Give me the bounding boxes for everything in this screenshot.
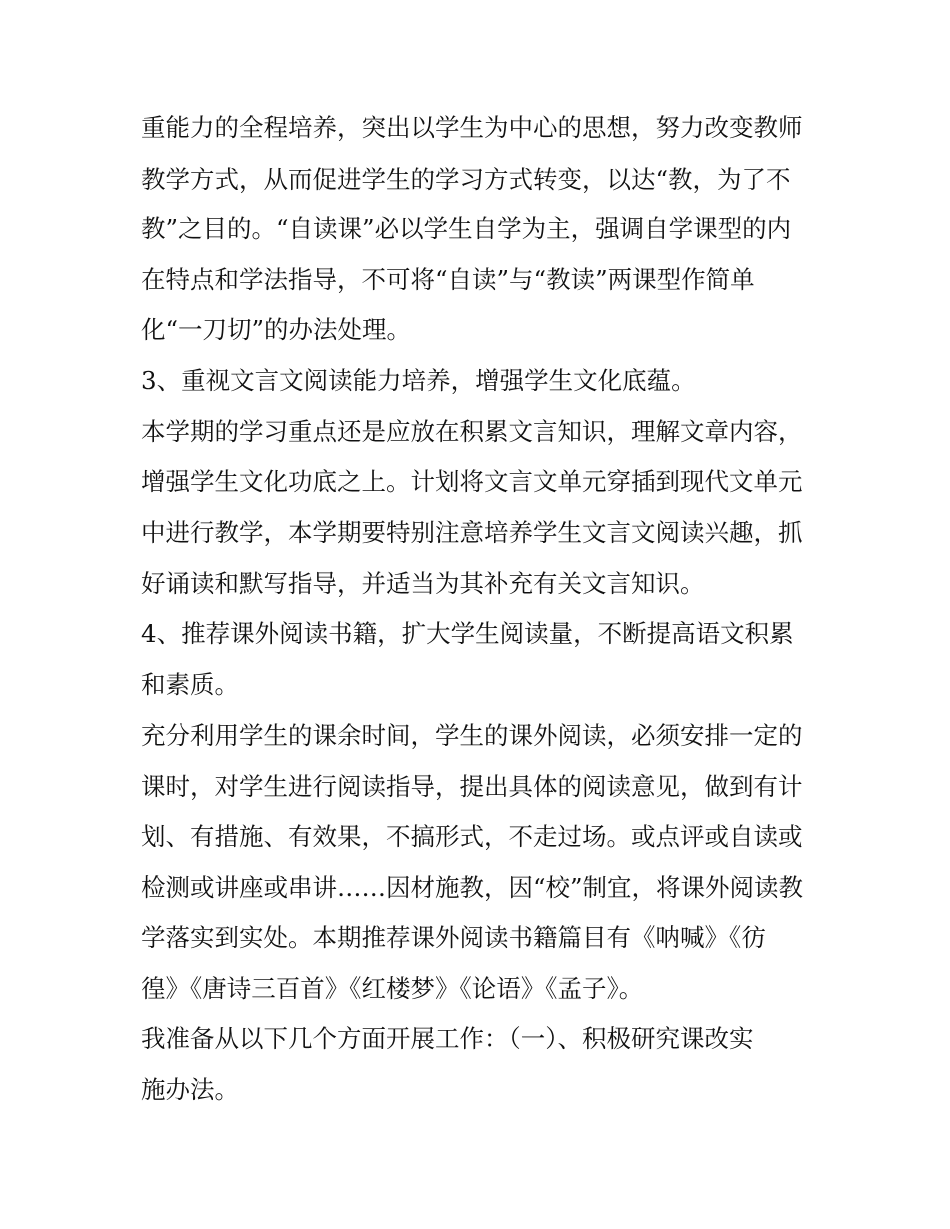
text-line: 本学期的学习重点还是应放在积累文言知识，理解文章内容， [141, 417, 803, 446]
text-line: 在特点和学法指导，不可将“自读”与“教读”两课型作简单 [141, 265, 755, 294]
text-line: 施办法。 [141, 1075, 239, 1104]
text-line: 划、有措施、有效果，不搞形式，不走过场。或点评或自读或 [141, 822, 803, 851]
text-line: 充分利用学生的课余时间，学生的课外阅读，必须安排一定的 [141, 721, 803, 750]
section-heading: 3、重视文言文阅读能力培养，增强学生文化底蕴。 [141, 366, 696, 395]
text-line: 好诵读和默写指导，并适当为其补充有关文言知识。 [141, 569, 705, 598]
text-line: 和素质。 [141, 670, 239, 699]
text-line: 化“一刀切”的办法处理。 [141, 315, 412, 344]
text-line: 学落实到实处。本期推荐课外阅读书籍篇目有《呐喊》《彷 [141, 923, 766, 952]
section-heading: 4、推荐课外阅读书籍，扩大学生阅读量，不断提高语文积累 [141, 619, 794, 648]
text-line: 增强学生文化功底之上。计划将文言文单元穿插到现代文单元 [141, 467, 803, 496]
text-line: 我准备从以下几个方面开展工作：（一）、积极研究课改实 [141, 1024, 754, 1053]
text-line: 检测或讲座或串讲……因材施教，因“校”制宜，将课外阅读教 [141, 873, 804, 902]
text-line: 教学方式，从而促进学生的学习方式转变，以达“教，为了不 [141, 165, 791, 194]
text-line: 重能力的全程培养，突出以学生为中心的思想，努力改变教师 [141, 113, 803, 142]
text-line: 教”之目的。“自读课”必以学生自学为主，强调自学课型的内 [141, 214, 792, 243]
text-line: 课时，对学生进行阅读指导，提出具体的阅读意见，做到有计 [141, 772, 803, 801]
text-line: 中进行教学，本学期要特别注意培养学生文言文阅读兴趣，抓 [141, 518, 803, 547]
text-line: 徨》《唐诗三百首》《红楼梦》《论语》《孟子》。 [141, 974, 644, 1003]
